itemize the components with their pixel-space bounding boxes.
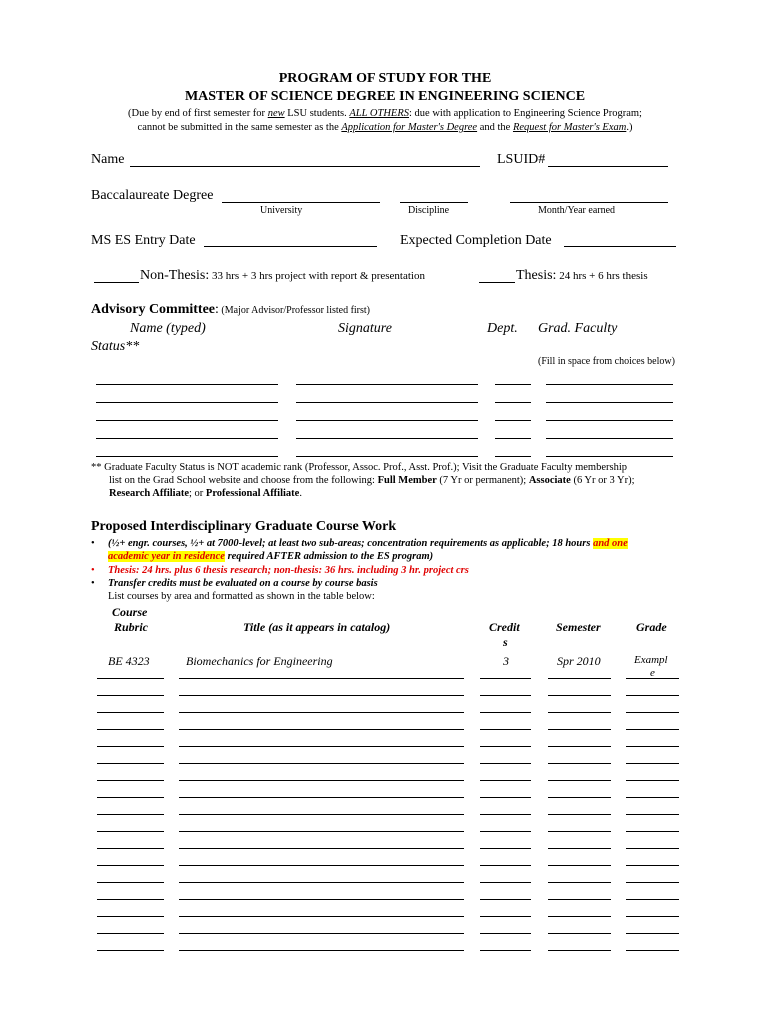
course-credits-field[interactable] [480,712,531,713]
committee-dept-field[interactable] [495,384,531,385]
course-grade-field[interactable] [626,933,679,934]
committee-name-field[interactable] [96,384,278,385]
professional-affiliate: Professional Affiliate [205,488,300,499]
advisory-committee-heading [91,302,370,318]
thesis-option [516,268,648,284]
course-semester-field[interactable] [548,916,611,917]
course-title-field[interactable] [179,814,464,815]
committee-dept-field[interactable] [495,456,531,457]
course-title-field[interactable] [179,712,464,713]
course-title-field[interactable] [179,848,464,849]
course-credits-field[interactable] [480,746,531,747]
col-dept: Dept. [487,321,518,336]
form-title-line2: MASTER OF SCIENCE DEGREE IN ENGINEERING SCIENCE [184,89,586,104]
header-note-line1 [0,108,770,119]
course-title-field[interactable] [179,695,464,696]
course-credits-field[interactable] [480,780,531,781]
nonthesis-option [140,268,425,284]
name-field[interactable] [130,166,480,167]
course-semester-field[interactable] [548,899,611,900]
course-grade-field[interactable] [626,882,679,883]
course-semester-field[interactable] [548,746,611,747]
course-credits-field[interactable] [480,729,531,730]
committee-colon: : [215,302,219,317]
course-semester-field[interactable] [548,950,611,951]
note-text: LSU students. [284,108,350,119]
committee-note: (Major Advisor/Professor listed first) [218,305,371,316]
footnote-line2 [109,475,635,486]
note-application: Application for Master's Degree [341,122,478,133]
course-rubric-field[interactable] [97,678,164,679]
course-grade-field[interactable] [626,831,679,832]
bullet-1-line1 [108,538,628,549]
university-caption: University [260,205,303,216]
course-credits-field[interactable] [480,933,531,934]
note-text: (Due by end of first semester for [128,108,268,119]
header-note-line2 [0,122,770,133]
example-grade-1: Exampl [634,654,668,666]
course-semester-field[interactable] [548,695,611,696]
course-rubric-field[interactable] [97,899,164,900]
residence-highlight: academic year in residence [108,551,225,562]
note-text: and the [477,122,513,133]
committee-status-field[interactable] [546,402,673,403]
course-title-field[interactable] [179,933,464,934]
note-text: : due with application to Engineering Science Program; [409,108,642,119]
thesis-label: Thesis: [516,268,557,283]
bullet-1-text: (½+ engr. courses, ½+ at 7000-level; at least two sub-areas; concentration requirements as applicable; 18 hours [108,538,594,549]
course-semester-field[interactable] [548,865,611,866]
research-affiliate: Research Affiliate [109,488,189,499]
course-grade-field[interactable] [626,712,679,713]
course-semester-field[interactable] [548,933,611,934]
course-credits-field[interactable] [480,763,531,764]
col-title: Title (as it appears in catalog) [243,620,391,634]
course-grade-field[interactable] [626,780,679,781]
associate: Associate [528,475,571,486]
col-credits-2: s [503,635,508,649]
course-rubric-field[interactable] [97,746,164,747]
course-semester-field[interactable] [548,729,611,730]
list-note: List courses by area and formatted as shown in the table below: [108,591,375,602]
course-rubric-field[interactable] [97,695,164,696]
full-member: Full Member [377,475,437,486]
committee-signature-field[interactable] [296,420,478,421]
discipline-field[interactable] [400,202,468,203]
col-credits-1: Credit [489,620,520,634]
course-semester-field[interactable] [548,797,611,798]
course-semester-field[interactable] [548,678,611,679]
footnote-text: (7 Yr or permanent); [436,475,529,486]
course-semester-field[interactable] [548,712,611,713]
month-year-field[interactable] [510,202,668,203]
course-grade-field[interactable] [626,797,679,798]
note-all-others: ALL OTHERS [349,108,409,119]
committee-status-field[interactable] [546,420,673,421]
course-title-field[interactable] [179,746,464,747]
course-credits-field[interactable] [480,882,531,883]
col-grade: Grade [636,620,667,634]
course-rubric-field[interactable] [97,933,164,934]
col-signature: Signature [338,321,392,336]
course-title-field[interactable] [179,678,464,679]
bullet-3-marker: • [91,578,95,589]
committee-dept-field[interactable] [495,438,531,439]
course-rubric-field[interactable] [97,950,164,951]
committee-status-field[interactable] [546,438,673,439]
university-field[interactable] [222,202,380,203]
committee-signature-field[interactable] [296,384,478,385]
course-title-field[interactable] [179,950,464,951]
completion-date-label: Expected Completion Date [400,233,552,248]
note-request: Request for Master's Exam [512,122,627,133]
fill-note: (Fill in space from choices below) [538,356,675,367]
col-grad-faculty: Grad. Faculty [538,321,618,336]
bullet-1-line2 [108,551,433,562]
course-title-field[interactable] [179,763,464,764]
footnote-text: . [299,488,302,499]
course-title-field[interactable] [179,729,464,730]
footnote-text: ; or [189,488,206,499]
course-grade-field[interactable] [626,678,679,679]
footnote-text: (6 Yr or 3 Yr); [570,475,635,486]
thesis-check-field[interactable] [479,282,515,283]
nonthesis-label: Non-Thesis: [140,268,210,283]
committee-status-field[interactable] [546,456,673,457]
course-grade-field[interactable] [626,746,679,747]
note-text: .) [626,122,633,133]
lsuid-field[interactable] [548,166,668,167]
bullet-1-marker: • [91,538,95,549]
col-semester: Semester [556,620,601,634]
example-semester: Spr 2010 [557,654,601,668]
col-course-rubric-1: Course [112,605,148,619]
example-grade-2: e [650,667,655,679]
nonthesis-check-field[interactable] [94,282,139,283]
course-rubric-field[interactable] [97,712,164,713]
course-title-field[interactable] [179,797,464,798]
thesis-desc: 24 hrs + 6 hrs thesis [556,270,648,282]
course-grade-field[interactable] [626,950,679,951]
footnote-line3 [109,488,302,499]
committee-name-field[interactable] [96,420,278,421]
course-rubric-field[interactable] [97,797,164,798]
example-title: Biomechanics for Engineering [186,654,333,668]
course-rubric-field[interactable] [97,916,164,917]
course-credits-field[interactable] [480,797,531,798]
course-semester-field[interactable] [548,882,611,883]
committee-signature-field[interactable] [296,402,478,403]
course-credits-field[interactable] [480,848,531,849]
course-rubric-field[interactable] [97,882,164,883]
note-text: cannot be submitted in the same semester as the [137,122,342,133]
course-rubric-field[interactable] [97,763,164,764]
footnote-line1: ** Graduate Faculty Status is NOT academic rank (Professor, Assoc. Prof., Asst. Prof.); Visit the Graduate Faculty membership [91,462,628,473]
committee-title: Advisory Committee [91,302,216,317]
example-credits: 3 [503,654,509,668]
course-grade-field[interactable] [626,899,679,900]
course-grade-field[interactable] [626,916,679,917]
course-rubric-field[interactable] [97,780,164,781]
name-label: Name [91,152,125,167]
committee-name-field[interactable] [96,438,278,439]
course-credits-field[interactable] [480,831,531,832]
course-grade-field[interactable] [626,729,679,730]
course-credits-field[interactable] [480,695,531,696]
month-year-caption: Month/Year earned [538,205,616,216]
bullet-2-text: Thesis: 24 hrs. plus 6 thesis research; non-thesis: 36 hrs. including 3 hr. project crs [108,565,469,576]
residence-highlight: and one [593,538,628,549]
committee-name-field[interactable] [96,456,278,457]
bullet-3-text: Transfer credits must be evaluated on a course by course basis [108,578,378,589]
course-rubric-field[interactable] [97,865,164,866]
course-title-field[interactable] [179,899,464,900]
col-status: Status** [91,339,140,354]
lsuid-label: LSUID# [497,152,546,167]
bullet-2-marker: • [91,565,95,576]
course-semester-field[interactable] [548,780,611,781]
committee-signature-field[interactable] [296,456,478,457]
course-semester-field[interactable] [548,814,611,815]
coursework-heading: Proposed Interdisciplinary Graduate Course Work [91,519,397,534]
nonthesis-desc: 33 hrs + 3 hrs project with report & presentation [209,270,425,282]
example-rubric: BE 4323 [108,654,150,668]
col-course-rubric-2: Rubric [114,620,149,634]
course-semester-field[interactable] [548,848,611,849]
completion-date-field[interactable] [564,246,676,247]
course-rubric-field[interactable] [97,831,164,832]
course-grade-field[interactable] [626,814,679,815]
course-grade-field[interactable] [626,763,679,764]
course-credits-field[interactable] [480,814,531,815]
course-credits-field[interactable] [480,678,531,679]
committee-name-field[interactable] [96,402,278,403]
course-credits-field[interactable] [480,950,531,951]
course-credits-field[interactable] [480,899,531,900]
course-title-field[interactable] [179,831,464,832]
baccalaureate-label: Baccalaureate Degree [91,188,214,203]
course-credits-field[interactable] [480,916,531,917]
committee-dept-field[interactable] [495,402,531,403]
course-grade-field[interactable] [626,848,679,849]
committee-status-field[interactable] [546,384,673,385]
course-rubric-field[interactable] [97,848,164,849]
course-semester-field[interactable] [548,763,611,764]
committee-signature-field[interactable] [296,438,478,439]
course-title-field[interactable] [179,882,464,883]
entry-date-label: MS ES Entry Date [91,233,196,248]
course-title-field[interactable] [179,865,464,866]
course-grade-field[interactable] [626,865,679,866]
discipline-caption: Discipline [408,205,450,216]
course-credits-field[interactable] [480,865,531,866]
note-new: new [267,108,285,119]
course-semester-field[interactable] [548,831,611,832]
course-title-field[interactable] [179,780,464,781]
col-name-typed: Name (typed) [130,321,206,336]
footnote-text: list on the Grad School website and choose from the following: [109,475,378,486]
form-title-line1: PROGRAM OF STUDY FOR THE [278,71,492,86]
course-title-field[interactable] [179,916,464,917]
course-rubric-field[interactable] [97,814,164,815]
entry-date-field[interactable] [204,246,377,247]
course-grade-field[interactable] [626,695,679,696]
bullet-1-text: required AFTER admission to the ES program) [224,551,434,562]
course-rubric-field[interactable] [97,729,164,730]
committee-dept-field[interactable] [495,420,531,421]
